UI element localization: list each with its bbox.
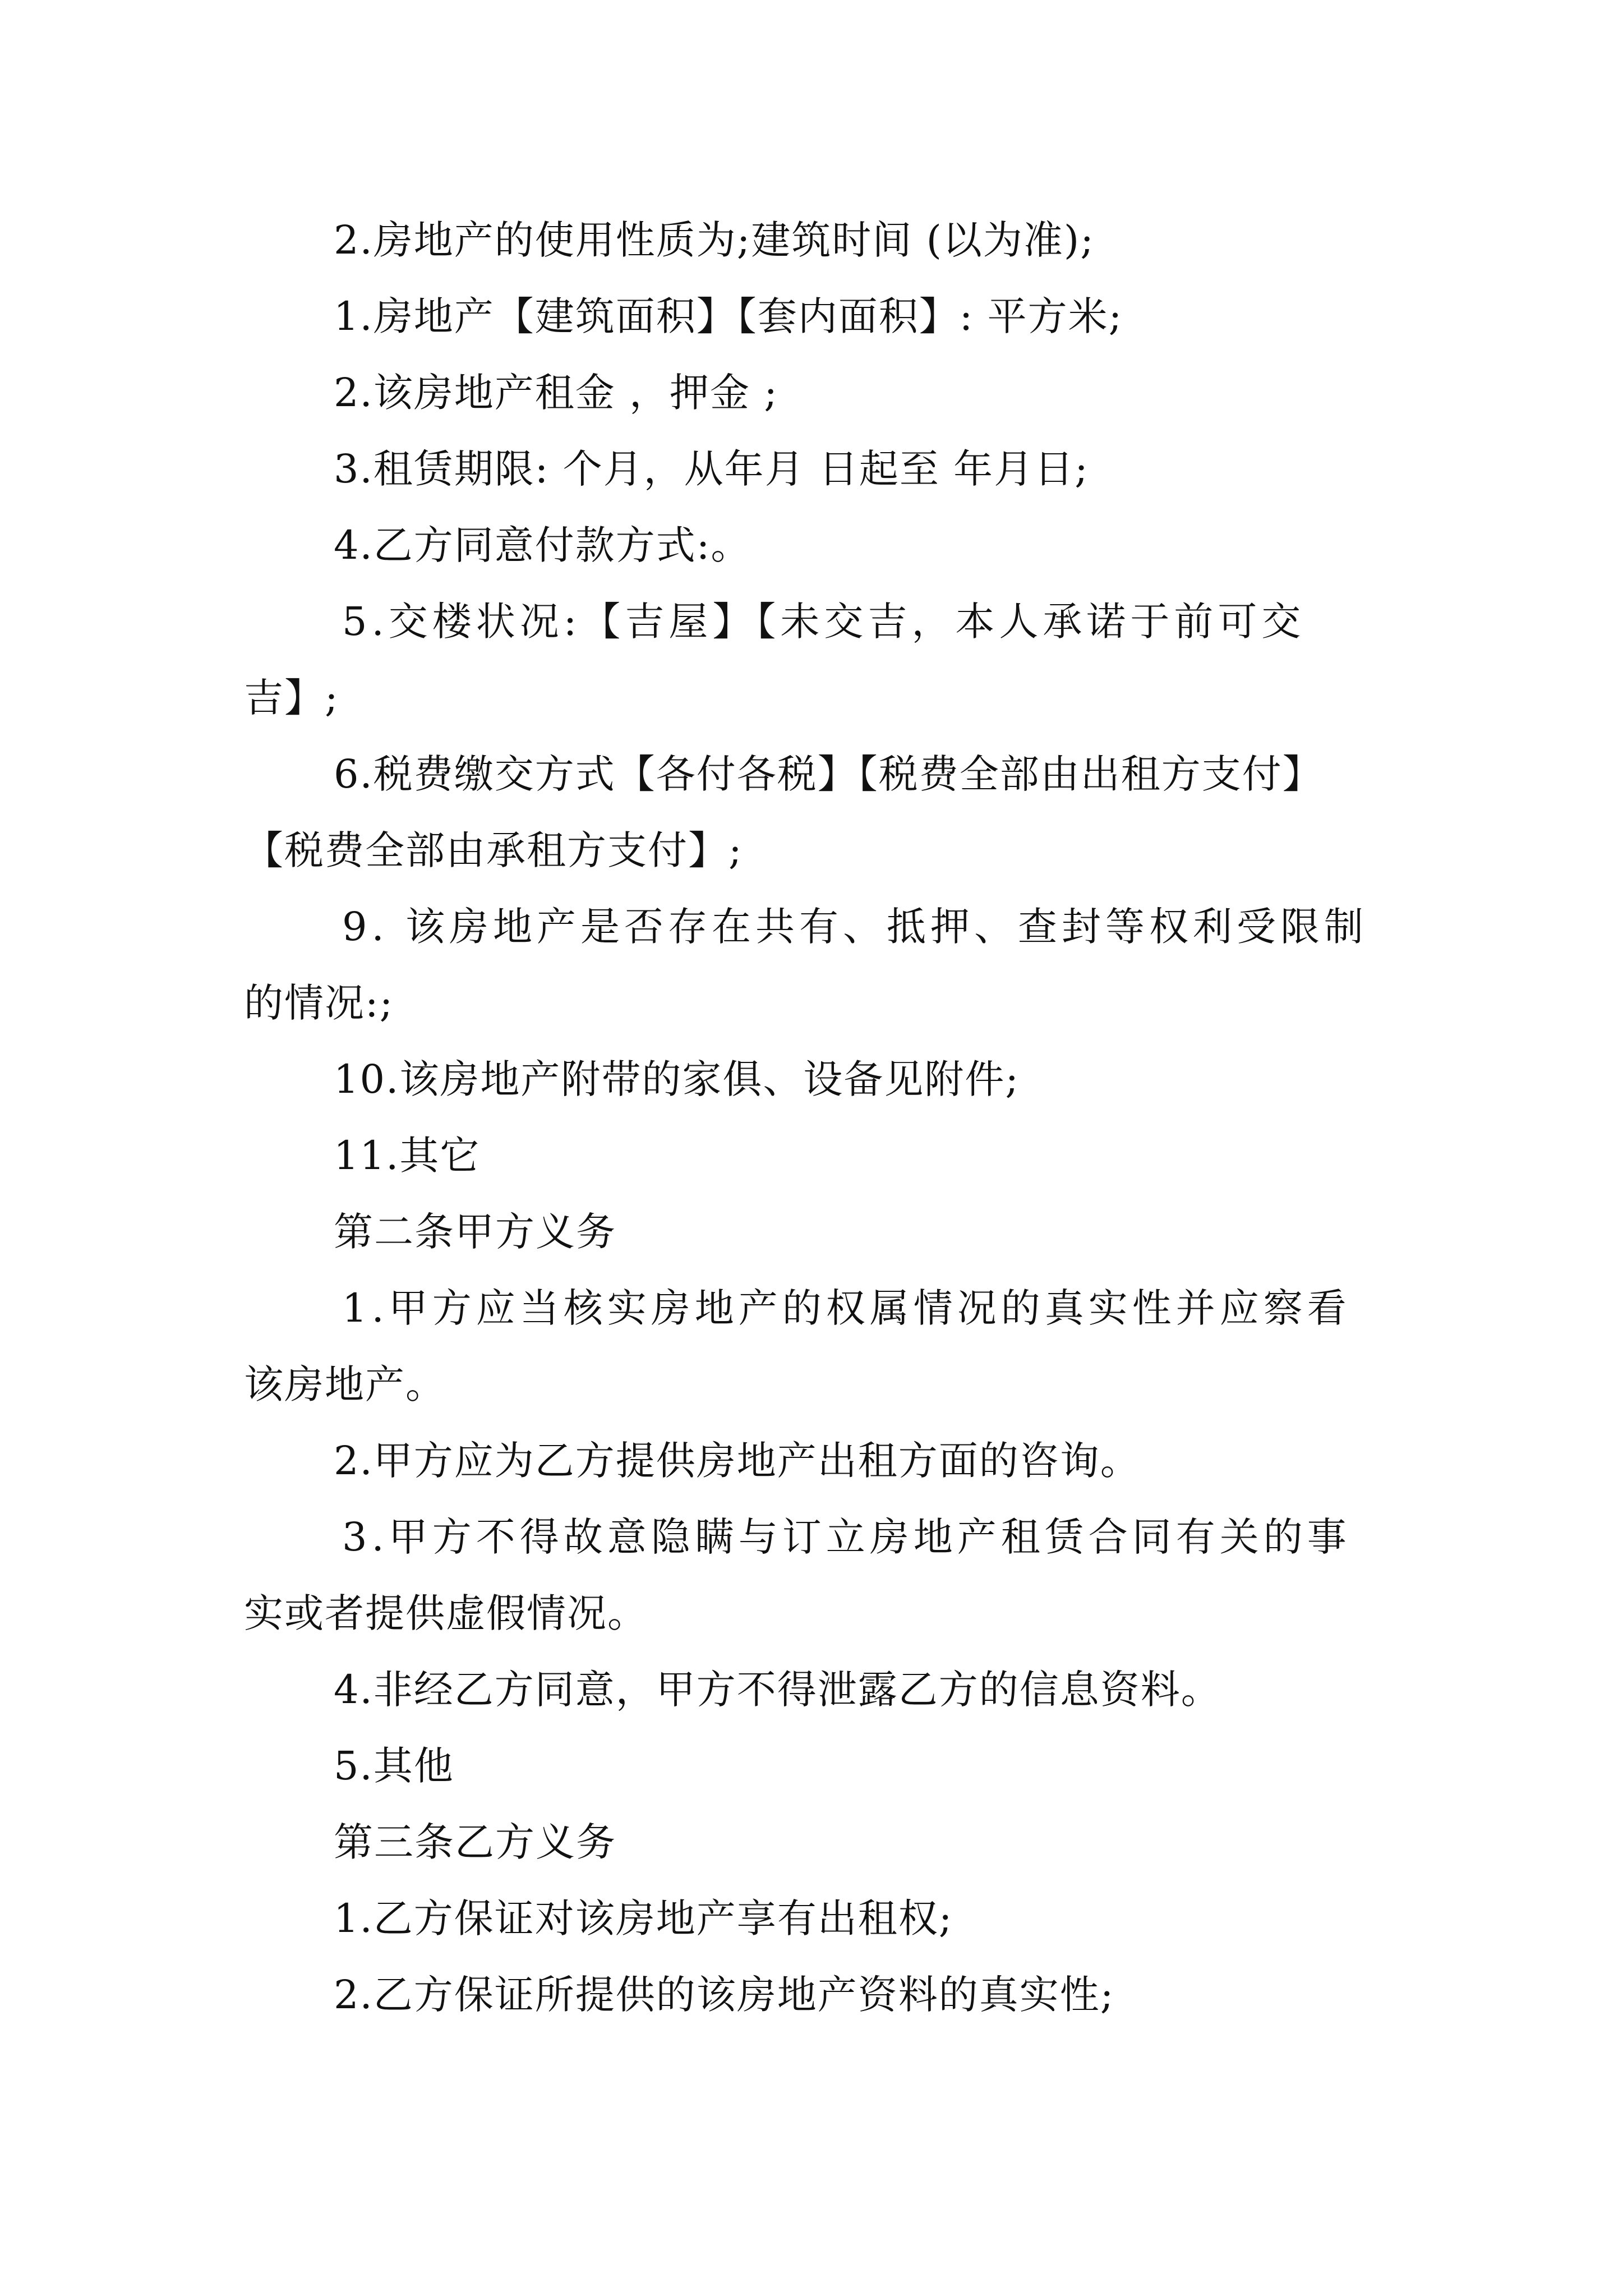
text-line: 【税费全部由承租方支付】; (244, 827, 743, 873)
text-line: 3.甲方不得故意隐瞒与订立房地产租赁合同有关的事 (342, 1514, 1351, 1560)
text-line: 4.乙方同意付款方式:。 (334, 522, 751, 568)
text-line: 10.该房地产附带的家俱、设备见附件; (334, 1056, 1020, 1102)
section-heading: 第三条乙方义务 (334, 1819, 616, 1865)
document-body (244, 202, 1444, 2033)
section-heading: 第二条甲方义务 (334, 1209, 616, 1255)
text-line: 的情况:; (244, 980, 394, 1026)
text-line: 5.其他 (334, 1743, 454, 1789)
text-line: 1.房地产【建筑面积】【套内面积】: 平方米; (334, 293, 1123, 339)
text-line: 2.乙方保证所提供的该房地产资料的真实性; (334, 1972, 1115, 2018)
text-line: 11.其它 (334, 1133, 481, 1179)
text-line: 1.甲方应当核实房地产的权属情况的真实性并应察看 (342, 1285, 1351, 1331)
text-line: 2.该房地产租金 ，押金 ; (334, 370, 778, 416)
text-line: 6.税费缴交方式【各付各税】【税费全部由出租方支付】 (334, 751, 1323, 797)
text-line: 1.乙方保证对该房地产享有出租权; (334, 1895, 953, 1941)
text-line: 2.房地产的使用性质为;建筑时间 (以为准); (334, 217, 1095, 263)
text-line: 实或者提供虚假情况。 (244, 1590, 648, 1636)
text-line: 2.甲方应为乙方提供房地产出租方面的咨询。 (334, 1438, 1141, 1484)
text-line: 4.非经乙方同意，甲方不得泄露乙方的信息资料。 (334, 1667, 1221, 1713)
text-line: 吉】; (244, 675, 339, 721)
text-line: 3.租赁期限: 个月，从年月 日起至 年月日; (334, 446, 1089, 492)
text-line: 5.交楼状况:【吉屋】【未交吉，本人承诺于前可交 (342, 599, 1306, 645)
text-line: 9. 该房地产是否存在共有、抵押、查封等权利受限制 (342, 904, 1368, 950)
text-line: 该房地产。 (244, 1361, 446, 1407)
